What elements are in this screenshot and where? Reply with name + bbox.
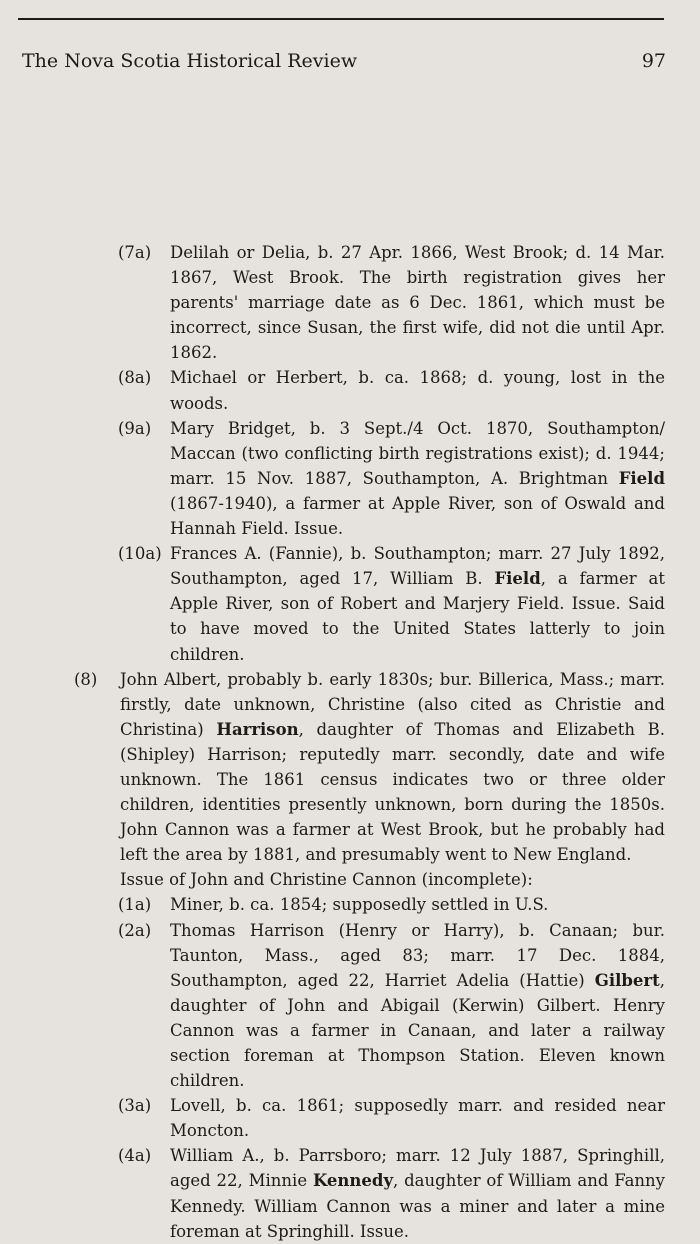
entry-number: (7a) (118, 243, 152, 262)
entry-8a (0, 365, 700, 415)
issue-heading (0, 867, 700, 892)
entry-text: John Albert, probably b. early 1830s; bur. Billerica, Mass.; marr. firstly, date unknown, Christine (also cited as Christie and Christina) Harrison, daughter of Thomas and Elizabeth B. (Shipley) Harrison; reputedly marr. secondly, date and wife unknown. The 1861 census indicates two or three older children, identities presently unknown, born during the 1850s. John Cannon was a farmer at West Brook, but he probably had left the area by 1881, and presumably went to New England. (120, 669, 665, 865)
journal-title: The Nova Scotia Historical Review (22, 50, 358, 72)
entry-10a (0, 541, 700, 666)
entry-number: (2a) (118, 920, 152, 940)
header-rule (18, 18, 664, 20)
entry-number: (4a) (118, 1146, 152, 1166)
issue-line: Issue of John and Christine Cannon (incomplete): (120, 870, 533, 890)
entry-number: (10a) (118, 544, 162, 564)
entry-number: (3a) (118, 1096, 152, 1116)
surname-bold: Field (618, 468, 665, 488)
entry-number: (9a) (118, 418, 152, 438)
entry-3a (0, 1093, 700, 1143)
surname-bold: Kennedy (312, 1171, 394, 1191)
entry-text: Miner, b. ca. 1854; supposedly settled in U.S. (170, 895, 549, 915)
entry-7a (0, 240, 700, 365)
genealogy-entries (0, 240, 700, 1244)
entry-8 (0, 667, 700, 868)
entry-text: William A., b. Parrsboro; marr. 12 July 1887, Springhill, aged 22, Minnie Kennedy, daughter of William and Fanny Kennedy. William Cannon was a miner and later a mine foreman at Springhill. Issue. (170, 1146, 665, 1241)
entry-2a (0, 918, 700, 1094)
entry-text: Lovell, b. ca. 1861; supposedly marr. and resided near Moncton. (170, 1096, 665, 1141)
surname-bold: Gilbert (594, 970, 660, 990)
entry-text: Delilah or Delia, b. 27 Apr. 1866, West Brook; d. 14 Mar. 1867, West Brook. The birth registration gives her parents' marriage date as 6 Dec. 1861, which must be incorrect, since Susan, the first wife, did not die until Apr. 1862. (170, 243, 665, 363)
entry-9a (0, 416, 700, 541)
entry-text: Frances A. (Fannie), b. Southampton; marr. 27 July 1892, Southampton, aged 17, William B. Field, a farmer at Apple River, son of Robert and Marjery Field. Issue. Said to have moved to the United States latterly to join children. (170, 544, 665, 664)
entry-text: Michael or Herbert, b. ca. 1868; d. young, lost in the woods. (170, 368, 665, 413)
entry-text: Mary Bridget, b. 3 Sept./4 Oct. 1870, Southampton/ Maccan (two conflicting birth registrations exist); d. 1944; marr. 15 Nov. 1887, Southampton, A. Brightman Field (1867-1940), a farmer at Apple River, son of Oswald and Hannah Field. Issue. (170, 418, 665, 539)
entry-text: Thomas Harrison (Henry or Harry), b. Canaan; bur. Taunton, Mass., aged 83; marr. 17 Dec. 1884, Southampton, aged 22, Harriet Adelia (Hattie) Gilbert, daughter of John and Abigail (Kerwin) Gilbert. Henry Cannon was a farmer in Canaan, and later a railway section foreman at Thompson Station. Eleven known children. (170, 920, 665, 1091)
surname-bold: Field (494, 569, 541, 589)
entry-number: (1a) (118, 895, 152, 915)
surname-bold: Harrison (216, 719, 299, 739)
entry-number: (8a) (118, 368, 152, 388)
page-number: 97 (641, 50, 666, 72)
entry-number: (8) (74, 669, 98, 689)
entry-1a (0, 892, 700, 917)
entry-4a (0, 1143, 700, 1243)
